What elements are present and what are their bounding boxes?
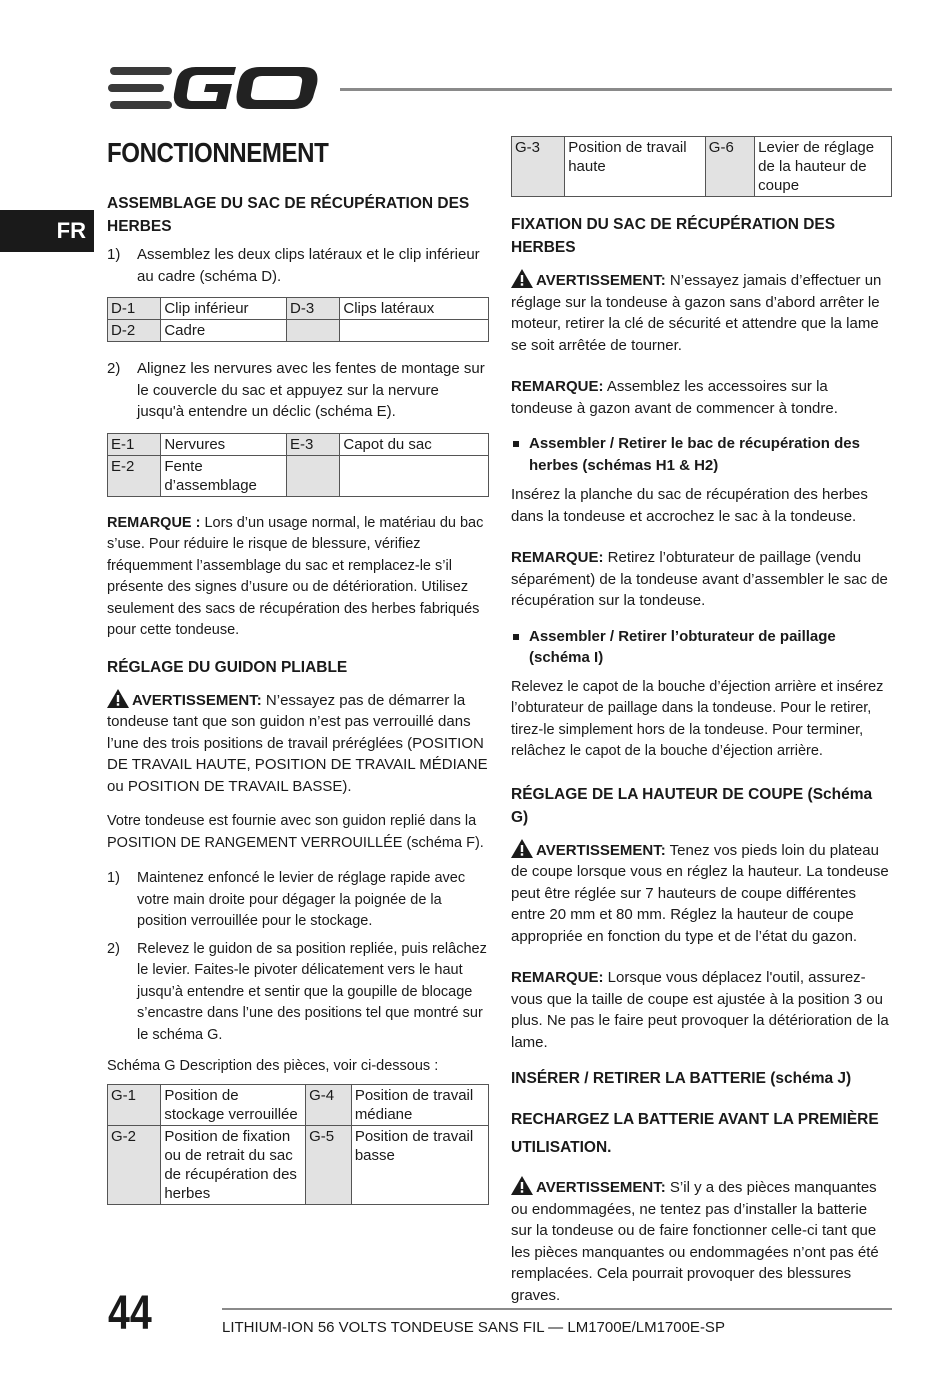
list-item xyxy=(107,939,489,1047)
list-item xyxy=(107,868,489,933)
warning-icon xyxy=(107,689,129,708)
warning-text: N’essayez pas de démarrer la tondeuse tant que son guidon n’est pas verrouillé dans l’une des trois positions de travail préréglées (POSITION DE TRAVAIL HAUTE, POSITION DE TRAVAIL MÉDIANE ou POSITION DE TRAVAIL BASSE). xyxy=(107,691,488,795)
table-row xyxy=(108,320,489,342)
table-cell: Levier de réglage de la hauteur de coupe xyxy=(755,137,892,197)
note-text: Lorsque vous déplacez l'outil, assurez-vous que la taille de coupe est ajustée à la position 3 ou plus. Ne pas le faire peut provoquer la détérioration de la lame. xyxy=(511,969,889,1051)
step-text: Maintenez enfoncé le levier de réglage rapide avec votre main droite pour dégager la poignée de la position verrouillée pour le stockage. xyxy=(137,870,466,929)
section-heading-bag-assembly: ASSEMBLAGE DU SAC DE RÉCUPÉRATION DES HERBES xyxy=(107,195,470,235)
table-cell: G-5 xyxy=(306,1125,352,1204)
warning-text: Tenez vos pieds loin du plateau de coupe lorsque vous en réglez la hauteur. La tondeuse peut être réglée sur 7 hauteurs de coupe différentes entre 20 mm et 80 mm. Réglez la hauteur de coupe appropriée en fonction du type et de l’état du gazon. xyxy=(511,841,889,945)
warning-paragraph xyxy=(511,839,892,948)
table-cell xyxy=(287,320,340,342)
note-text: Retirez l’obturateur de paillage (vendu séparément) de la tondeuse avant d’assembler le sac de récupération sur la tondeuse. xyxy=(511,549,888,609)
ego-logo xyxy=(108,64,320,112)
table-cell: Position de travail médiane xyxy=(351,1084,488,1125)
footer-text: LITHIUM-ION 56 VOLTS TONDEUSE SANS FIL — LM1700E/LM1700E-SP xyxy=(222,1319,725,1336)
table-cell: E-1 xyxy=(108,433,161,455)
list-item xyxy=(107,358,489,423)
bullet-square-icon xyxy=(513,634,519,640)
section-heading-bag-fixation: FIXATION DU SAC DE RÉCUPÉRATION DES HERBES xyxy=(511,216,836,256)
table-row xyxy=(108,433,489,455)
table-cell: D-1 xyxy=(108,298,161,320)
header-rule xyxy=(340,88,892,91)
table-row xyxy=(108,1084,489,1125)
table-cell: Position de travail haute xyxy=(565,137,706,197)
step-text: Assemblez les deux clips latéraux et le clip inférieur au cadre (schéma D). xyxy=(137,246,480,285)
warning-text: S’il y a des pièces manquantes ou endommagées, ne tentez pas d’installer la batterie sur la tondeuse ou de faire fonctionner celle-ci tant que les pièces manquantes ou endommagées n’ont pas été remplacées. Cela pourrait provoquer des blessures graves. xyxy=(511,1179,879,1304)
step-number: 1) xyxy=(107,870,120,886)
section-subheading-recharge: RECHARGEZ LA BATTERIE AVANT LA PREMIÈRE UTILISATION. xyxy=(511,1111,879,1156)
warning-icon xyxy=(511,839,533,858)
list-item xyxy=(511,626,892,669)
warning-icon xyxy=(511,1176,533,1195)
paragraph: Relevez le capot de la bouche d’éjection arrière et insérez l’obturateur de paillage dans la tondeuse. Pour le retirer, tirez-le simplement hors de la tondeuse. Pour terminer, relâchez le capot de la bouche d’éjection arrière. xyxy=(511,678,884,759)
right-column xyxy=(511,136,892,1320)
warning-icon xyxy=(511,269,533,288)
warning-paragraph xyxy=(511,1176,892,1306)
table-row xyxy=(108,455,489,496)
language-tab: FR xyxy=(0,210,94,252)
section-heading-battery: INSÉRER / RETIRER LA BATTERIE (schéma J) xyxy=(511,1070,852,1087)
table-cell: G-4 xyxy=(306,1084,352,1125)
handle-steps xyxy=(107,868,489,1046)
table-row xyxy=(108,1125,489,1204)
note-paragraph xyxy=(107,513,489,642)
step-text: Relevez le guidon de sa position repliée, puis relâchez le levier. Faites-le pivoter délicatement vers le haut jusqu’à entendre et sentir que la goupille de blocage s’encastre dans l’une des positions tel que montré sur le schéma G. xyxy=(137,940,487,1043)
table-cell: E-3 xyxy=(287,433,340,455)
bullet-list xyxy=(511,433,892,476)
table-cell: E-2 xyxy=(108,455,161,496)
table-cell xyxy=(340,320,489,342)
table-cell: Position de travail basse xyxy=(351,1125,488,1204)
bullet-square-icon xyxy=(513,441,519,447)
table-cell: G-2 xyxy=(108,1125,161,1204)
section-heading-handle: RÉGLAGE DU GUIDON PLIABLE xyxy=(107,658,348,676)
list-item xyxy=(511,433,892,476)
table-cell: Fente d’assemblage xyxy=(161,455,287,496)
table-cell: Cadre xyxy=(161,320,287,342)
section-heading-cut-height: RÉGLAGE DE LA HAUTEUR DE COUPE (Schéma G) xyxy=(511,785,873,826)
note-label: REMARQUE: xyxy=(511,378,604,395)
warning-label: AVERTISSEMENT: xyxy=(536,841,666,859)
warning-label: AVERTISSEMENT: xyxy=(132,691,262,709)
warning-label: AVERTISSEMENT: xyxy=(536,272,666,289)
note-paragraph xyxy=(511,376,892,419)
bullet-text: Assembler / Retirer le bac de récupération des herbes (schémas H1 & H2) xyxy=(529,435,860,474)
table-cell: Capot du sac xyxy=(340,433,489,455)
table-cell: Position de stockage verrouillée xyxy=(161,1084,306,1125)
bullet-text: Assembler / Retirer l’obturateur de paillage (schéma I) xyxy=(529,627,836,666)
note-label: REMARQUE : xyxy=(107,514,201,531)
paragraph: Insérez la planche du sac de récupération des herbes dans la tondeuse et accrochez le sac à la tondeuse. xyxy=(511,486,868,525)
step-number: 1) xyxy=(107,246,121,263)
table-cell: Clips latéraux xyxy=(340,298,489,320)
warning-paragraph xyxy=(107,689,489,798)
paragraph: Votre tondeuse est fournie avec son guidon replié dans la POSITION DE RANGEMENT VERROUILLÉE (schéma F). xyxy=(107,813,484,851)
page-title: FONCTIONNEMENT xyxy=(107,137,329,168)
note-label: REMARQUE: xyxy=(511,549,604,566)
note-paragraph xyxy=(511,967,892,1053)
footer-rule xyxy=(222,1308,892,1310)
list-item xyxy=(107,244,489,287)
table-cell xyxy=(340,455,489,496)
bullet-list xyxy=(511,626,892,669)
warning-paragraph xyxy=(511,269,892,356)
note-label: REMARQUE: xyxy=(511,969,604,986)
warning-text: N’essayez jamais d’effectuer un réglage sur la tondeuse à gazon sans d’abord arrêter le moteur, retirer la clé de sécurité et attendre que la lame se soit arrêtée de tourner. xyxy=(511,272,882,354)
note-text: Assemblez les accessoires sur la tondeuse à gazon avant de commencer à tondre. xyxy=(511,378,838,417)
table-cell: G-6 xyxy=(705,137,754,197)
table-cell: G-1 xyxy=(108,1084,161,1125)
note-text: Lors d’un usage normal, le matériau du bac s’use. Pour réduire le risque de blessure, vérifiez fréquemment l’assemblage du sac et remplacez-le s’il présente des signes d’usure ou de détérioration. Utilisez seulement des sacs de récupération des herbes fabriqués pour cette tondeuse. xyxy=(107,514,484,638)
step-number: 2) xyxy=(107,360,121,377)
warning-label: AVERTISSEMENT: xyxy=(536,1179,666,1196)
page-number: 44 xyxy=(108,1287,152,1340)
note-paragraph xyxy=(511,547,892,612)
table-cell: G-3 xyxy=(512,137,565,197)
step-number: 2) xyxy=(107,940,120,957)
table-cell: Nervures xyxy=(161,433,287,455)
bag-assembly-steps-2 xyxy=(107,358,489,423)
table-cell: D-2 xyxy=(108,320,161,342)
parts-table-e xyxy=(107,433,489,497)
table-cell: D-3 xyxy=(287,298,340,320)
parts-table-d xyxy=(107,297,489,342)
left-column xyxy=(107,136,489,1221)
table-row xyxy=(512,137,892,197)
table-cell: Clip inférieur xyxy=(161,298,287,320)
table-row xyxy=(108,298,489,320)
parts-table-g-continued xyxy=(511,136,892,197)
bag-assembly-steps xyxy=(107,244,489,287)
step-text: Alignez les nervures avec les fentes de montage sur le couvercle du sac et appuyez sur la nervure jusqu'à entendre un déclic (schéma E). xyxy=(137,360,485,420)
table-cell xyxy=(287,455,340,496)
table-cell: Position de fixation ou de retrait du sac de récupération des herbes xyxy=(161,1125,306,1204)
table-caption: Schéma G Description des pièces, voir ci-dessous : xyxy=(107,1058,439,1074)
parts-table-g xyxy=(107,1084,489,1205)
